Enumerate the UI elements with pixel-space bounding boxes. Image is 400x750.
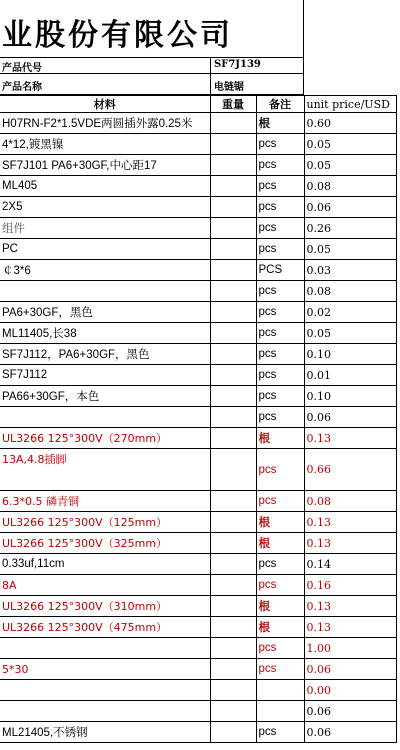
remark-cell: pcs <box>256 302 304 323</box>
material-cell: ML405 <box>0 176 210 197</box>
remark-cell: pcs <box>256 638 304 659</box>
remark-cell: 根 <box>256 428 304 449</box>
price-cell: 0.08 <box>304 281 396 302</box>
weight-cell <box>210 302 256 323</box>
table-row <box>0 155 396 176</box>
table-row <box>0 176 396 197</box>
table-row <box>0 218 396 239</box>
table-row <box>0 113 396 134</box>
table-row <box>0 260 396 281</box>
material-cell: UL3266 125°300V（325mm） <box>0 533 210 554</box>
table-row <box>0 575 396 596</box>
table-row <box>0 659 396 680</box>
table-row <box>0 323 396 344</box>
remark-cell <box>256 701 304 722</box>
remark-cell: pcs <box>256 407 304 428</box>
price-cell: 0.26 <box>304 218 396 239</box>
table-row <box>0 701 396 722</box>
price-cell: 0.14 <box>304 554 396 575</box>
material-cell: 5*30 <box>0 659 210 680</box>
table-row <box>0 134 396 155</box>
remark-cell: pcs <box>256 239 304 260</box>
header-block <box>0 0 304 58</box>
weight-cell <box>210 491 256 512</box>
price-cell: 0.06 <box>304 701 396 722</box>
price-cell: 0.08 <box>304 176 396 197</box>
price-cell: 1.00 <box>304 638 396 659</box>
product-code-row <box>0 58 304 74</box>
table-row <box>0 680 396 701</box>
remark-cell: 根 <box>256 512 304 533</box>
table-row <box>0 491 396 512</box>
material-cell: SF7J112，PA6+30GF，黑色 <box>0 344 210 365</box>
table-row <box>0 554 396 575</box>
remark-cell: 根 <box>256 617 304 638</box>
material-cell: 8A <box>0 575 210 596</box>
remark-cell: pcs <box>256 365 304 386</box>
price-cell: 0.06 <box>304 407 396 428</box>
price-cell: 0.06 <box>304 722 396 743</box>
table-row <box>0 197 396 218</box>
material-cell: SF7J112 <box>0 365 210 386</box>
weight-cell <box>210 239 256 260</box>
material-cell <box>0 281 210 302</box>
table-row <box>0 512 396 533</box>
remark-cell: pcs <box>256 386 304 407</box>
remark-cell: 根 <box>256 533 304 554</box>
remark-cell: pcs <box>256 722 304 743</box>
material-cell: PC <box>0 239 210 260</box>
table-row <box>0 428 396 449</box>
weight-cell <box>210 260 256 281</box>
price-cell: 0.05 <box>304 323 396 344</box>
price-cell: 0.10 <box>304 344 396 365</box>
material-cell: PA6+30GF，黑色 <box>0 302 210 323</box>
product-name-row <box>0 74 304 95</box>
material-cell: 6.3*0.5 磷青铜 <box>0 491 210 512</box>
price-cell: 0.02 <box>304 302 396 323</box>
weight-cell <box>210 659 256 680</box>
remark-cell: pcs <box>256 554 304 575</box>
weight-cell <box>210 701 256 722</box>
table-row <box>0 617 396 638</box>
table-row <box>0 638 396 659</box>
table-row <box>0 407 396 428</box>
price-cell: 0.60 <box>304 113 396 134</box>
remark-cell: pcs <box>256 659 304 680</box>
weight-cell <box>210 155 256 176</box>
weight-cell <box>210 512 256 533</box>
table-row <box>0 596 396 617</box>
remark-cell: pcs <box>256 155 304 176</box>
table-row <box>0 386 396 407</box>
table-row <box>0 344 396 365</box>
weight-cell <box>210 449 256 491</box>
table-row <box>0 722 396 743</box>
table-row <box>0 533 396 554</box>
weight-cell <box>210 386 256 407</box>
remark-cell: pcs <box>256 575 304 596</box>
material-cell: SF7J101 PA6+30GF,中心距17 <box>0 155 210 176</box>
remark-cell: 根 <box>256 596 304 617</box>
company-title: 业股份有限公司 <box>2 18 233 53</box>
price-cell: 0.13 <box>304 596 396 617</box>
price-cell: 0.06 <box>304 197 396 218</box>
remark-cell: 根 <box>256 113 304 134</box>
material-cell: UL3266 125°300V（475mm） <box>0 617 210 638</box>
price-cell: 0.00 <box>304 680 396 701</box>
table-row <box>0 281 396 302</box>
material-cell: UL3266 125°300V（310mm） <box>0 596 210 617</box>
table-row <box>0 365 396 386</box>
table-header-row <box>0 96 396 113</box>
price-cell: 0.08 <box>304 491 396 512</box>
material-cell: 0.33uf,11cm <box>0 554 210 575</box>
product-name-value: 电链锯 <box>214 82 244 93</box>
price-cell: 0.01 <box>304 365 396 386</box>
remark-cell: pcs <box>256 323 304 344</box>
column-header-remark: 备注 <box>256 96 304 113</box>
weight-cell <box>210 134 256 155</box>
price-cell: 0.13 <box>304 428 396 449</box>
remark-cell: pcs <box>256 176 304 197</box>
weight-cell <box>210 575 256 596</box>
weight-cell <box>210 113 256 134</box>
column-header-weight: 重量 <box>210 96 256 113</box>
table-row <box>0 239 396 260</box>
product-code-value: SF7J139 <box>214 59 261 70</box>
column-header-price: unit price/USD <box>304 96 396 113</box>
material-cell <box>0 407 210 428</box>
weight-cell <box>210 281 256 302</box>
remark-cell: pcs <box>256 134 304 155</box>
weight-cell <box>210 407 256 428</box>
material-cell <box>0 638 210 659</box>
materials-table <box>0 95 397 743</box>
weight-cell <box>210 176 256 197</box>
material-cell: ML11405,长38 <box>0 323 210 344</box>
weight-cell <box>210 323 256 344</box>
material-cell: 4*12,镀黑镍 <box>0 134 210 155</box>
weight-cell <box>210 680 256 701</box>
remark-cell: pcs <box>256 344 304 365</box>
price-cell: 0.06 <box>304 659 396 680</box>
price-cell: 0.66 <box>304 449 396 491</box>
column-header-material: 材料 <box>0 96 210 113</box>
weight-cell <box>210 197 256 218</box>
weight-cell <box>210 596 256 617</box>
weight-cell <box>210 428 256 449</box>
table-row <box>0 449 396 491</box>
weight-cell <box>210 365 256 386</box>
material-cell: PA66+30GF，本色 <box>0 386 210 407</box>
remark-cell <box>256 680 304 701</box>
material-cell: 组件 <box>0 218 210 239</box>
material-cell: UL3266 125°300V（125mm） <box>0 512 210 533</box>
weight-cell <box>210 218 256 239</box>
material-cell: ￠3*6 <box>0 260 210 281</box>
weight-cell <box>210 533 256 554</box>
remark-cell: pcs <box>256 449 304 491</box>
price-cell: 0.05 <box>304 134 396 155</box>
material-cell <box>0 701 210 722</box>
price-cell: 0.13 <box>304 617 396 638</box>
table-row <box>0 302 396 323</box>
weight-cell <box>210 638 256 659</box>
price-cell: 0.13 <box>304 512 396 533</box>
material-cell: H07RN-F2*1.5VDE两圆插外露0.25米 <box>0 113 210 134</box>
price-cell: 0.16 <box>304 575 396 596</box>
remark-cell: PCS <box>256 260 304 281</box>
remark-cell: pcs <box>256 197 304 218</box>
product-name-label: 产品名称 <box>2 82 42 93</box>
weight-cell <box>210 722 256 743</box>
product-code-label: 产品代号 <box>2 63 42 74</box>
material-cell: 13A,4.8插脚 <box>0 449 210 491</box>
price-cell: 0.13 <box>304 533 396 554</box>
weight-cell <box>210 344 256 365</box>
weight-cell <box>210 554 256 575</box>
material-cell: UL3266 125°300V（270mm） <box>0 428 210 449</box>
price-cell: 0.10 <box>304 386 396 407</box>
price-cell: 0.05 <box>304 155 396 176</box>
price-cell: 0.05 <box>304 239 396 260</box>
price-cell: 0.03 <box>304 260 396 281</box>
remark-cell: pcs <box>256 491 304 512</box>
remark-cell: pcs <box>256 281 304 302</box>
remark-cell: pcs <box>256 218 304 239</box>
material-cell <box>0 680 210 701</box>
material-cell: 2X5 <box>0 197 210 218</box>
material-cell: ML21405,不锈钢 <box>0 722 210 743</box>
weight-cell <box>210 617 256 638</box>
